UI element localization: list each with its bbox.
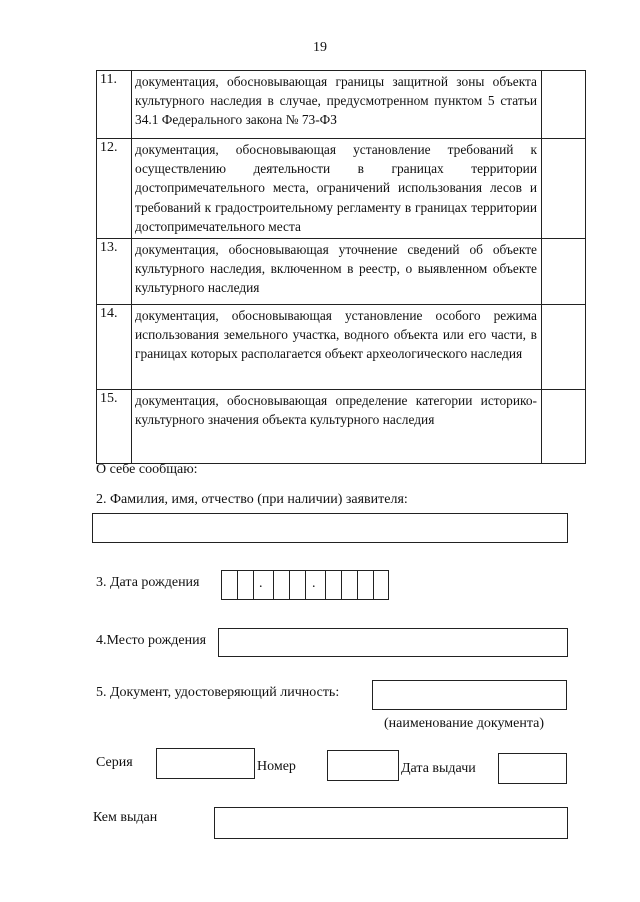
row-checkbox[interactable]: [542, 139, 586, 239]
birth-date-label: 3. Дата рождения: [96, 575, 200, 590]
row-number: 12.: [97, 139, 132, 239]
row-number: 11.: [97, 71, 132, 139]
birth-place-label: 4.Место рождения: [96, 633, 207, 648]
row-number: 14.: [97, 305, 132, 390]
series-label: Серия: [96, 755, 133, 770]
number-input[interactable]: [327, 750, 399, 781]
date-digit-box[interactable]: [373, 570, 389, 600]
id-document-label: 5. Документ, удостоверяющий личность:: [96, 685, 340, 700]
row-text: документация, обосновывающая установление требований к осуществлению деятельности в границах территории достопримечательного места, ограничений использования лесов и требований к градостроительному регламенту в границах территории достопримечательного места: [132, 139, 542, 239]
issued-by-input[interactable]: [214, 807, 568, 839]
date-dot: .: [259, 576, 263, 591]
date-dot: .: [312, 576, 316, 591]
birth-place-input[interactable]: [218, 628, 568, 657]
table-row: [97, 239, 586, 305]
table-row: [97, 390, 586, 464]
issue-date-label: Дата выдачи: [401, 761, 476, 776]
date-digit-box[interactable]: [221, 570, 238, 600]
row-checkbox[interactable]: [542, 305, 586, 390]
number-label: Номер: [257, 759, 296, 774]
row-text: документация, обосновывающая определение категории историко-культурного значения объекта культурного наследия: [132, 390, 542, 464]
page-number: 19: [313, 40, 327, 55]
table-row: [97, 305, 586, 390]
about-self-heading: О себе сообщаю:: [96, 462, 198, 477]
series-input[interactable]: [156, 748, 255, 779]
row-text: документация, обосновывающая установление особого режима использования земельного участка, водного объекта или его части, в границах которых располагается объект археологического наследия: [132, 305, 542, 390]
date-digit-box[interactable]: [273, 570, 290, 600]
date-digit-box[interactable]: [325, 570, 342, 600]
row-checkbox[interactable]: [542, 390, 586, 464]
full-name-label: 2. Фамилия, имя, отчество (при наличии) заявителя:: [96, 492, 408, 507]
documents-table: [96, 70, 586, 464]
date-separator-box: [305, 570, 326, 600]
date-digit-box[interactable]: [341, 570, 358, 600]
date-separator-box: [253, 570, 274, 600]
table-row: [97, 71, 586, 139]
row-checkbox[interactable]: [542, 239, 586, 305]
date-digit-box[interactable]: [237, 570, 254, 600]
row-number: 15.: [97, 390, 132, 464]
full-name-input[interactable]: [92, 513, 568, 543]
row-text: документация, обосновывающая границы защитной зоны объекта культурного наследия в случае, предусмотренном пунктом 5 статьи 34.1 Федерального закона № 73-ФЗ: [132, 71, 542, 139]
row-number: 13.: [97, 239, 132, 305]
date-digit-box[interactable]: [357, 570, 374, 600]
id-document-caption: (наименование документа): [384, 716, 545, 731]
issue-date-input[interactable]: [498, 753, 567, 784]
row-text: документация, обосновывающая уточнение сведений об объекте культурного наследия, включенном в реестр, о выявленном объекте культурного наследия: [132, 239, 542, 305]
date-digit-box[interactable]: [289, 570, 306, 600]
issued-by-label: Кем выдан: [93, 810, 158, 825]
row-checkbox[interactable]: [542, 71, 586, 139]
id-document-input[interactable]: [372, 680, 567, 710]
table-row: [97, 139, 586, 239]
